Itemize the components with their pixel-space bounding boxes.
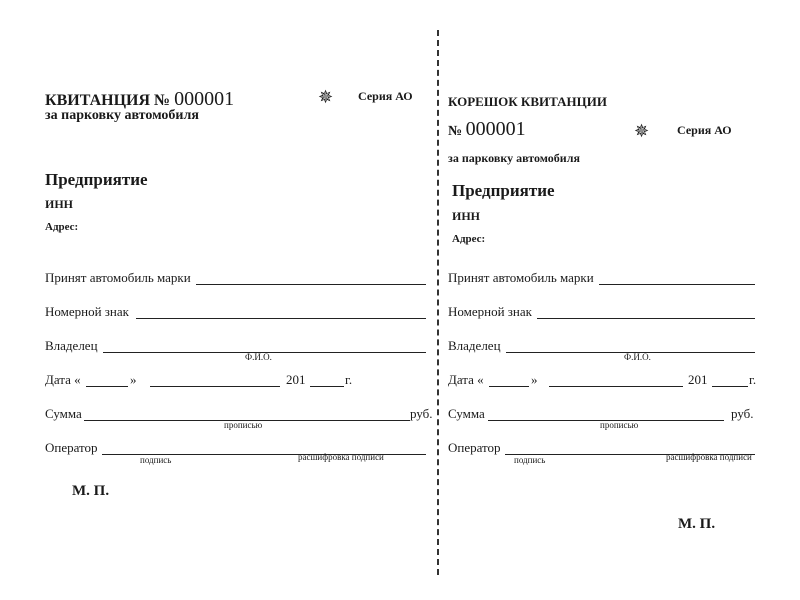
stub-plate-line bbox=[537, 318, 755, 319]
stub-stamp-place: М. П. bbox=[678, 516, 716, 532]
stub-date-close: » bbox=[531, 372, 538, 387]
stub-series: Серия АО bbox=[677, 123, 732, 137]
stub-fio-caption: Ф.И.О. bbox=[624, 352, 651, 362]
stub-month-line bbox=[549, 386, 683, 387]
flower-icon: ✵ bbox=[318, 87, 334, 107]
stub-sum-label: Сумма bbox=[448, 406, 485, 421]
receipt-enterprise: Предприятие bbox=[45, 170, 148, 189]
stub-number-row bbox=[448, 118, 526, 141]
receipt-decoding-caption: расшифровка подписи bbox=[298, 452, 384, 462]
receipt-address: Адрес: bbox=[45, 221, 79, 233]
stub-number-label: № bbox=[448, 124, 463, 139]
flower-icon: ✵ bbox=[634, 121, 650, 141]
stub-owner-label: Владелец bbox=[448, 338, 501, 353]
receipt-inn: ИНН bbox=[45, 197, 74, 211]
receipt-subtitle: за парковку автомобиля bbox=[45, 108, 199, 123]
receipt-stamp-place: М. П. bbox=[72, 483, 110, 499]
receipt-signature-caption: подпись bbox=[140, 455, 172, 465]
stub-year-line bbox=[712, 386, 748, 387]
stub-enterprise: Предприятие bbox=[452, 181, 555, 200]
receipt-plate-line bbox=[136, 318, 426, 319]
stub-operator-label: Оператор bbox=[448, 440, 501, 455]
stub-rub: руб. bbox=[731, 406, 754, 421]
receipt-month-line bbox=[150, 386, 280, 387]
stub-date-label: Дата « bbox=[448, 372, 484, 387]
stub-number: 000001 bbox=[465, 118, 526, 140]
receipt-date-label: Дата « bbox=[45, 372, 81, 387]
receipt-operator-label: Оператор bbox=[45, 440, 98, 455]
receipt-sum-label: Сумма bbox=[45, 406, 82, 421]
stub-title: КОРЕШОК КВИТАНЦИИ bbox=[448, 94, 607, 109]
stub-year: 201 bbox=[688, 372, 708, 387]
stub-plate-label: Номерной знак bbox=[448, 304, 532, 319]
receipt-propisyu-caption: прописью bbox=[224, 420, 263, 430]
stub-inn: ИНН bbox=[452, 209, 481, 223]
receipt-number: 000001 bbox=[174, 88, 235, 110]
receipt-day-line bbox=[86, 386, 128, 387]
receipt-car-label: Принят автомобиль марки bbox=[45, 270, 191, 285]
stub-day-line bbox=[489, 386, 529, 387]
receipt-series: Серия АО bbox=[358, 89, 413, 103]
receipt-plate-label: Номерной знак bbox=[45, 304, 129, 319]
receipt-rub: руб. bbox=[410, 406, 433, 421]
stub-subtitle: за парковку автомобиля bbox=[448, 151, 580, 165]
receipt-date-close: » bbox=[130, 372, 137, 387]
stub-signature-caption: подпись bbox=[514, 455, 546, 465]
stub-decoding-caption: расшифровка подписи bbox=[666, 452, 752, 462]
receipt-title-label: КВИТАНЦИЯ № bbox=[45, 92, 171, 109]
stub-propisyu-caption: прописью bbox=[600, 420, 639, 430]
stub-car-line bbox=[599, 284, 755, 285]
receipt-year-suffix: г. bbox=[345, 372, 353, 387]
receipt-fio-caption: Ф.И.О. bbox=[245, 352, 272, 362]
receipt-year-line bbox=[310, 386, 344, 387]
stub-car-label: Принят автомобиль марки bbox=[448, 270, 594, 285]
receipt-car-line bbox=[196, 284, 426, 285]
receipt-owner-label: Владелец bbox=[45, 338, 98, 353]
stub-year-suffix: г. bbox=[749, 372, 757, 387]
stub-address: Адрес: bbox=[452, 233, 486, 245]
receipt-year: 201 bbox=[286, 372, 306, 387]
cut-line bbox=[437, 30, 439, 575]
